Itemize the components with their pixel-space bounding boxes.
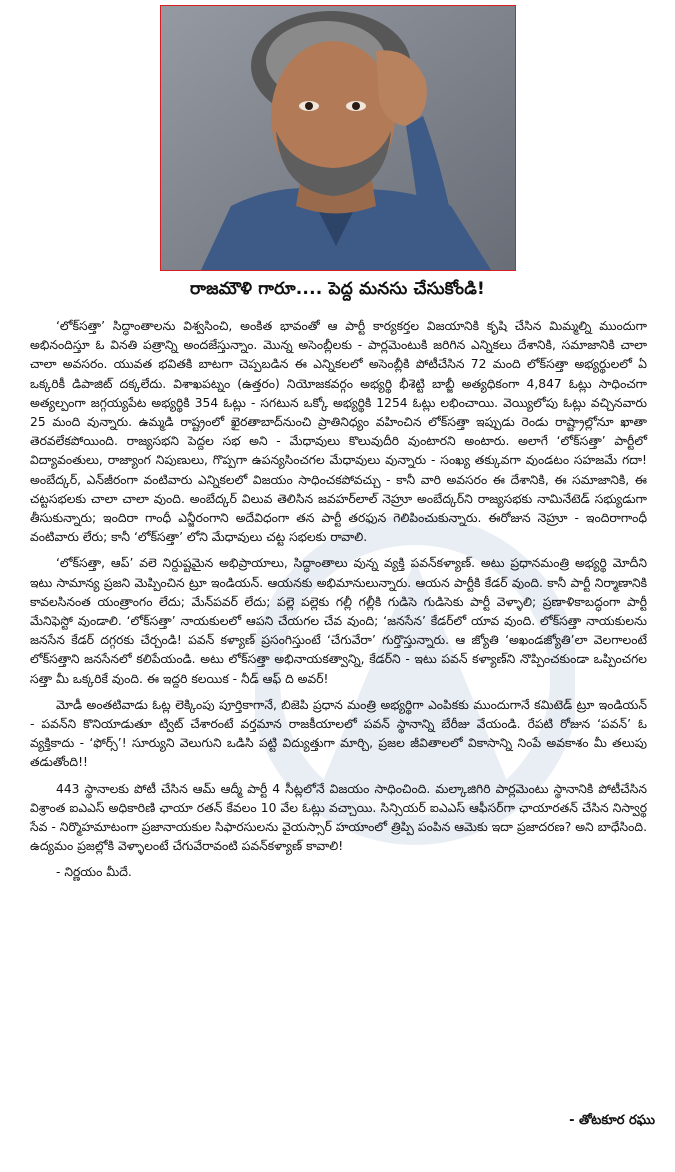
portrait-illustration	[161, 6, 515, 270]
portrait-photo	[160, 5, 516, 271]
headline: రాజమౌళి గారూ.... పెద్ద మనసు చేసుకోండి!	[190, 279, 485, 299]
article-paragraph: ‘లోక్‌సత్తా’ సిద్ధాంతాలను విశ్వసించి, అంకిత భావంతో ఆ పార్టీ కార్యకర్తల విజయానికి కృషి చేసిన మిమ్మల్ని ముందుగా అభినందిస్తూ ఓ వినతి పత్రాన్ని అందజేస్తున్నాం. మొన్న అసెంబ్లీలకు - పార్లమెంటుకి జరిగిన ఎన్నికలు దేశానికి, సమాజానికి చాలా చాలా అవసరం. యువత భవితకి బాటగా చెప్పబడిన ఈ ఎన్నికలలో అసెంబ్లీకి పోటీచేసిన 72 మంది లోక్‌సత్తా అభ్యర్థులలో ఏ ఒక్కరికీ డిపాజిట్ దక్కలేదు. విశాఖపట్నం (ఉత్తరం) నియోజకవర్గం అభ్యర్థి భీశెట్టి బాబ్జీ అత్యధికంగా 4,847 ఓట్లు సాధించగా అత్యల్పంగా జగ్గయ్యపేట అభ్యర్థికి 354 ఓట్లు - సగటున ఒక్కో అభ్యర్థికి 1254 ఓట్లు లభించాయి. వెయ్యిలోపు ఓట్లు వచ్చినవారు 25 మంది వున్నారు. ఉమ్మడి రాష్ట్రంలో ఖైరతాబాద్‌నుంచి ప్రాతినిధ్యం వహించిన లోక్‌సత్తా ఇప్పుడు రెండు రాష్ట్రాల్లోనూ ఖాతా తెరవలేకపోయింది. రాజ్యసభని పెద్దల సభ అని - మేధావులు కొలువుదీరి వుంటారని అంటారు. అలాగే ‘లోక్‌సత్తా’ పార్టీలో విద్యావంతులు, రాజ్యాంగ నిపుణులు, గొప్పగా ఉపన్యసించగల మేధావులు వున్నారు - సంఖ్య తక్కువగా వుండటం సహజమే గదా! అంబేద్కర్, ఎన్‌జీరంగా వంటివారు ఎన్నికలలో విజయం సాధించకపోవచ్చు - కానీ వారి అవసరం ఈ దేశానికి, ఈ సమాజానికి, ఈ చట్టసభలకు చాలా చాలా వుంది. అంబేద్కర్ విలువ తెలిసిన జవహర్‌లాల్ నెహ్రూ అంబేద్కర్‌ని రాజ్యసభకు నామినేటెడ్ సభ్యుడుగా తీసుకున్నారు; ఇందిరా గాంధీ ఎన్జీరంగాని అదేవిధంగా తన పార్టీ తరఫున గెలిపించుకున్నారు. ఈరోజున నెహ్రూ - ఇందిరాగాంధీ వంటివారు లేరు; కానీ ‘లోక్‌సత్తా’ లోని మేధావులు చట్ట సభలకు రావాలి.	[30, 319, 647, 545]
closing-line: - నిర్ణయం మీదే.	[56, 865, 132, 880]
article-paragraph: మోడీ అంతటివాడు ఓట్ల లెక్కింపు పూర్తికాగానే, బిజెపి ప్రధాన మంత్రి అభ్యర్థిగా ఎంపికకు ముందుగానే కమిటెడ్ ట్రూ ఇండియన్ - పవన్‌ని కొనియాడుతూ ట్విట్ చేశారంటే వర్తమాన రాజకీయాలలో పవన్ స్థానాన్ని బేరీజు వేయండి. రేపటి రోజున ‘పవన్’ ఓ వ్యక్తికాదు - ‘ఫోర్స్’! సూర్యుని వెలుగుని ఒడిసి పట్టి విద్యుత్తుగా మార్చి, ప్రజల జీవితాలలో వికాసాన్ని నింపే అవకాశం మీ తలుపు తడుతోంది!!	[30, 697, 647, 770]
article-paragraph: ‘లోక్‌సత్తా, ఆప్’ వలె నిర్దుష్టమైన అభిప్రాయాలు, సిద్ధాంతాలు వున్న వ్యక్తి పవన్‌కళ్యాణ్. అటు ప్రధానమంత్రి అభ్యర్థి మోదీని ఇటు సామాన్య ప్రజని మెప్పించిన ట్రూ ఇండియన్. ఆయనకు అభిమానులున్నారు. ఆయన పార్టీకి కేడర్ వుంది. కానీ పార్టీ నిర్మాణానికి కావలసినంత యంత్రాంగం లేదు; మేన్‌పవర్ లేదు; పల్లె పల్లెకు గల్లీ గల్లీకి గుడిసె గుడిసెకు పార్టీ వెళ్ళాలి; ప్రణాళికాబద్ధంగా పార్టీ మేనిఫెస్టో వుండాలి. ‘లోక్‌సత్తా’ నాయకులలో ఆపని చేయగల చేవ వుంది; ‘జనసేన’ కేడర్‌లో యావ వుంది. లోక్‌సత్తా నాయకులను జనసేన కేడర్ దగ్గరకు చేర్చండి! పవన్ కళ్యాణ్ ప్రసంగిస్తుంటే ‘చేగువేరా’ గుర్తొస్తున్నారు. ఆ జ్యోతి ‘అఖండజ్యోతి’లా వెలగాలంటే లోక్‌సత్తాని జనసేనలో కలిపేయండి. అటు లోక్‌సత్తా అభినాయకత్వాన్ని, కేడర్‌ని - ఇటు పవన్ కళ్యాణ్‌ని నొప్పించకుండా ఒప్పించగల సత్తా మీ ఒక్కరికే వుంది. ఈ ఇద్దరి కలయిక - నీడ్ ఆఫ్ ది అవర్!	[30, 556, 647, 686]
article-paragraph: 443 స్థానాలకు పోటీ చేసిన ఆమ్ ఆద్మీ పార్టీ 4 సీట్లలోనే విజయం సాధించింది. మల్కాజిగిరి పార్లమెంటు స్థానానికి పోటీచేసిన విశ్రాంత ఐఎఎస్ అధికారిణి ఛాయా రతన్ కేవలం 10 వేల ఓట్లు వచ్చాయి. సిన్సియర్ ఐఎఎస్ ఆఫీసర్‌గా ఛాయారతన్ చేసిన నిస్వార్థ సేవ - నిర్మొహమాటంగా ప్రజానాయకుల సిఫారసులను వైయస్సార్ హయాంలో త్రిప్పి పంపిన ఆమెకు ఇదా ప్రజాదరణ? అని బాధేసింది. ఉద్యమం ప్రజల్లోకి వెళ్ళాలంటే చేగువేరావంటి పవన్‌కళ్యాణ్ కావాలి!	[30, 781, 647, 854]
author-byline: - తోటకూర రఘు	[569, 1113, 655, 1128]
article-body	[30, 317, 647, 890]
